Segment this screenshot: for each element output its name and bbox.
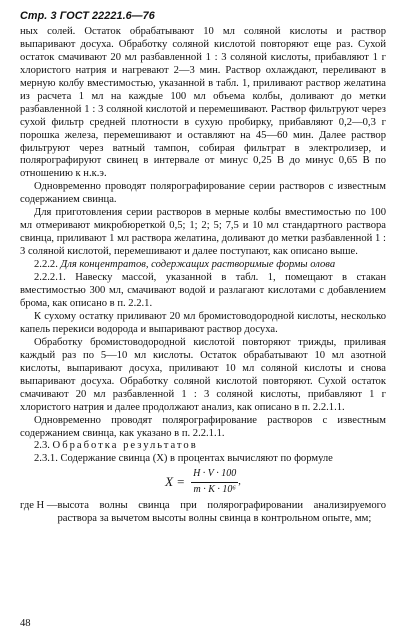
formula-lhs: X = (165, 474, 186, 490)
section-title: Обработка результатов (52, 440, 198, 452)
formula (20, 468, 386, 497)
paragraph-2-3-1: 2.3.1. Содержание свинца (X) в процентах вычисляют по формуле (34, 453, 333, 465)
section-heading-2-2-2 (20, 259, 386, 272)
formula-tail: , (238, 476, 241, 488)
formula-numerator: H · V · 100 (191, 468, 238, 483)
section-number: 2.3. (34, 440, 50, 452)
paragraph-dry-residue: К сухому остатку приливают 20 мл бромистоводородной кислоты, несколько капель перекиси водорода и выпаривают раствор досуха. (20, 310, 386, 335)
paragraph-parallel-series: Одновременно проводят полярографирование серии растворов с известным содержанием свинца. (20, 181, 386, 206)
paragraph-parallel-polarography: Одновременно проводят полярографирование растворов с известным содержанием свинца, как указано в п. 2.2.1.1. (20, 414, 386, 439)
page-number: 48 (20, 618, 31, 629)
document-page (20, 10, 386, 526)
formula-denominator: m · K · 10⁶ (193, 484, 236, 496)
paragraph-procedure: ных солей. Остаток обрабатывают 10 мл соляной кислоты и раствор выпаривают досуха. Обработку соляной кислотой повторяют еще раз. Сухой остаток смачивают 20 мл разбавленной 1 : 3 соляной кислоты, прибавляют 1 г хлористого натрия и нагревают 2—3 мин. Раствор охлаждают, переливают в мерную колбу вместимостью, указанной в табл. 1, приливают раствор желатина из расчета 1 мл на каждые 100 мл объема колбы, доливают до метки разбавленной 1 : 3 соляной кислотой и перемешивают. Раствор фильтруют через сухой фильтр средней плотности в сухую пробирку, прибавляют 0,2—0,3 г порошка железа, перемешивают и оставляют на 45—60 мин. Далее раствор фильтруют через ватный тампон, собирая фильтрат в электролизер, и полярографируют свинец в интервале от минус 0,25 В до минус 0,65 В по отношению к н.к.э. (20, 25, 386, 180)
paragraph-hbr-treatment: Обработку бромистоводородной кислотой повторяют трижды, приливая каждый раз по 5—10 мл кислоты. Остаток обрабатывают 10 мл азотной кислоты, выпаривают досуха, приливают 10 мл соляной кислоты и снова выпаривают досуха. Обработку соляной кислотой повторяют. Сухой остаток смачивают 20 мл разбавленной 1 : 3 соляной кислоты, прибавляют 1 г хлористого натрия и далее продолжают анализ, как описано в п. 2.2.1.1. (20, 336, 386, 413)
paragraph-series-preparation: Для приготовления серии растворов в мерные колбы вместимостью по 100 мл отмеривают микробюреткой 0,5; 1; 2; 5; 7,5 и 10 мл стандартного раствора свинца, приливают 1 мл раствора желатина, доливают до метки разбавленной 1 : 3 соляной кислотой, перемешивают и далее поступают, как описано выше. (20, 207, 386, 258)
formula-fraction (191, 468, 238, 497)
paragraph-2-2-2-1: 2.2.2.1. Навеску массой, указанной в табл. 1, помещают в стакан вместимостью 300 мл, смачивают водой и разлагают кислотами с добавлением брома, как описано в п. 2.2.1. (20, 272, 386, 309)
section-number: 2.2.2. (34, 259, 58, 271)
legend-text: высота волны свинца при полярографировании анализируемого раствора за вычетом высоты волны свинца в контрольном опыте, мм; (57, 500, 386, 525)
section-heading-2-3 (20, 440, 386, 453)
page-header: Стр. 3 ГОСТ 22221.6—76 (20, 10, 155, 22)
section-title: Для концентратов, содержащих растворимые формы олова (60, 259, 336, 271)
formula-legend (20, 500, 386, 526)
legend-symbol: где H — (20, 500, 58, 512)
